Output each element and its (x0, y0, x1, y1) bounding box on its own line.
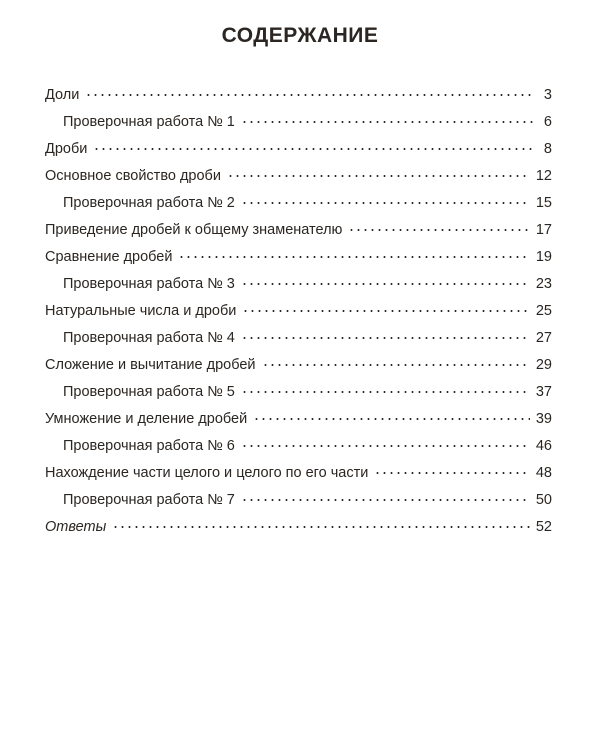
toc-entry-title: Дроби (45, 141, 88, 157)
dot-leader (241, 121, 534, 123)
dot-leader (241, 202, 530, 204)
toc-entry[interactable] (45, 82, 552, 109)
toc-subentry[interactable] (45, 109, 552, 136)
toc-entry-title: Проверочная работа № 5 (63, 384, 235, 400)
dot-leader (241, 283, 530, 285)
dot-leader (241, 445, 530, 447)
dot-leader (348, 229, 529, 231)
toc-page-number: 6 (543, 114, 552, 130)
dot-leader (241, 391, 530, 393)
toc-page-number: 39 (535, 411, 552, 427)
toc-page-number: 3 (543, 87, 552, 103)
toc-entry-title: Натуральные числа и дроби (45, 303, 237, 319)
toc-subentry[interactable] (45, 190, 552, 217)
toc-entry-title: Проверочная работа № 3 (63, 276, 235, 292)
toc-entry[interactable] (45, 352, 552, 379)
toc-page-number: 50 (535, 492, 552, 508)
toc-page-number: 12 (535, 168, 552, 184)
toc-page-number: 52 (535, 519, 552, 535)
dot-leader (227, 175, 530, 177)
toc-page-number: 37 (535, 384, 552, 400)
dot-leader (112, 526, 530, 528)
toc-entry-title: Сравнение дробей (45, 249, 173, 265)
dot-leader (93, 148, 534, 150)
toc-entry[interactable] (45, 217, 552, 244)
dot-leader (85, 94, 534, 96)
toc-entry-title: Проверочная работа № 7 (63, 492, 235, 508)
toc-page-number: 15 (535, 195, 552, 211)
toc-page-number: 25 (535, 303, 552, 319)
toc-subentry[interactable] (45, 433, 552, 460)
toc-page-number: 23 (535, 276, 552, 292)
toc-entry-title: Умножение и деление дробей (45, 411, 248, 427)
toc-entry-title: Сложение и вычитание дробей (45, 357, 256, 373)
toc-entry-title: Проверочная работа № 2 (63, 195, 235, 211)
dot-leader (241, 499, 530, 501)
toc-page-number: 46 (535, 438, 552, 454)
dot-leader (241, 337, 530, 339)
toc-entry-title: Нахождение части целого и целого по его части (45, 465, 369, 481)
toc-page-number: 48 (535, 465, 552, 481)
toc-entry[interactable] (45, 406, 552, 433)
toc-entry[interactable] (45, 460, 552, 487)
toc-page-number: 17 (535, 222, 552, 238)
dot-leader (253, 418, 530, 420)
dot-leader (178, 256, 529, 258)
toc-entry-title: Проверочная работа № 4 (63, 330, 235, 346)
toc-entry[interactable] (45, 136, 552, 163)
toc-entry-title: Проверочная работа № 1 (63, 114, 235, 130)
toc-entry[interactable] (45, 163, 552, 190)
toc-subentry[interactable] (45, 487, 552, 514)
toc-entry-title: Проверочная работа № 6 (63, 438, 235, 454)
toc-entry-title: Приведение дробей к общему знаменателю (45, 222, 343, 238)
dot-leader (262, 364, 530, 366)
toc-page-number: 19 (535, 249, 552, 265)
toc-subentry[interactable] (45, 379, 552, 406)
toc-subentry[interactable] (45, 271, 552, 298)
toc-entry[interactable] (45, 244, 552, 271)
table-of-contents (45, 82, 552, 541)
dot-leader (242, 310, 530, 312)
toc-subentry[interactable] (45, 325, 552, 352)
toc-entry-title: Ответы (45, 519, 107, 535)
toc-page-number: 29 (535, 357, 552, 373)
dot-leader (374, 472, 530, 474)
toc-entry-title: Основное свойство дроби (45, 168, 221, 184)
toc-entry[interactable] (45, 298, 552, 325)
toc-page-number: 27 (535, 330, 552, 346)
toc-entry[interactable] (45, 514, 552, 541)
toc-page-number: 8 (543, 141, 552, 157)
page-title: СОДЕРЖАНИЕ (221, 24, 379, 47)
toc-entry-title: Доли (45, 87, 80, 103)
